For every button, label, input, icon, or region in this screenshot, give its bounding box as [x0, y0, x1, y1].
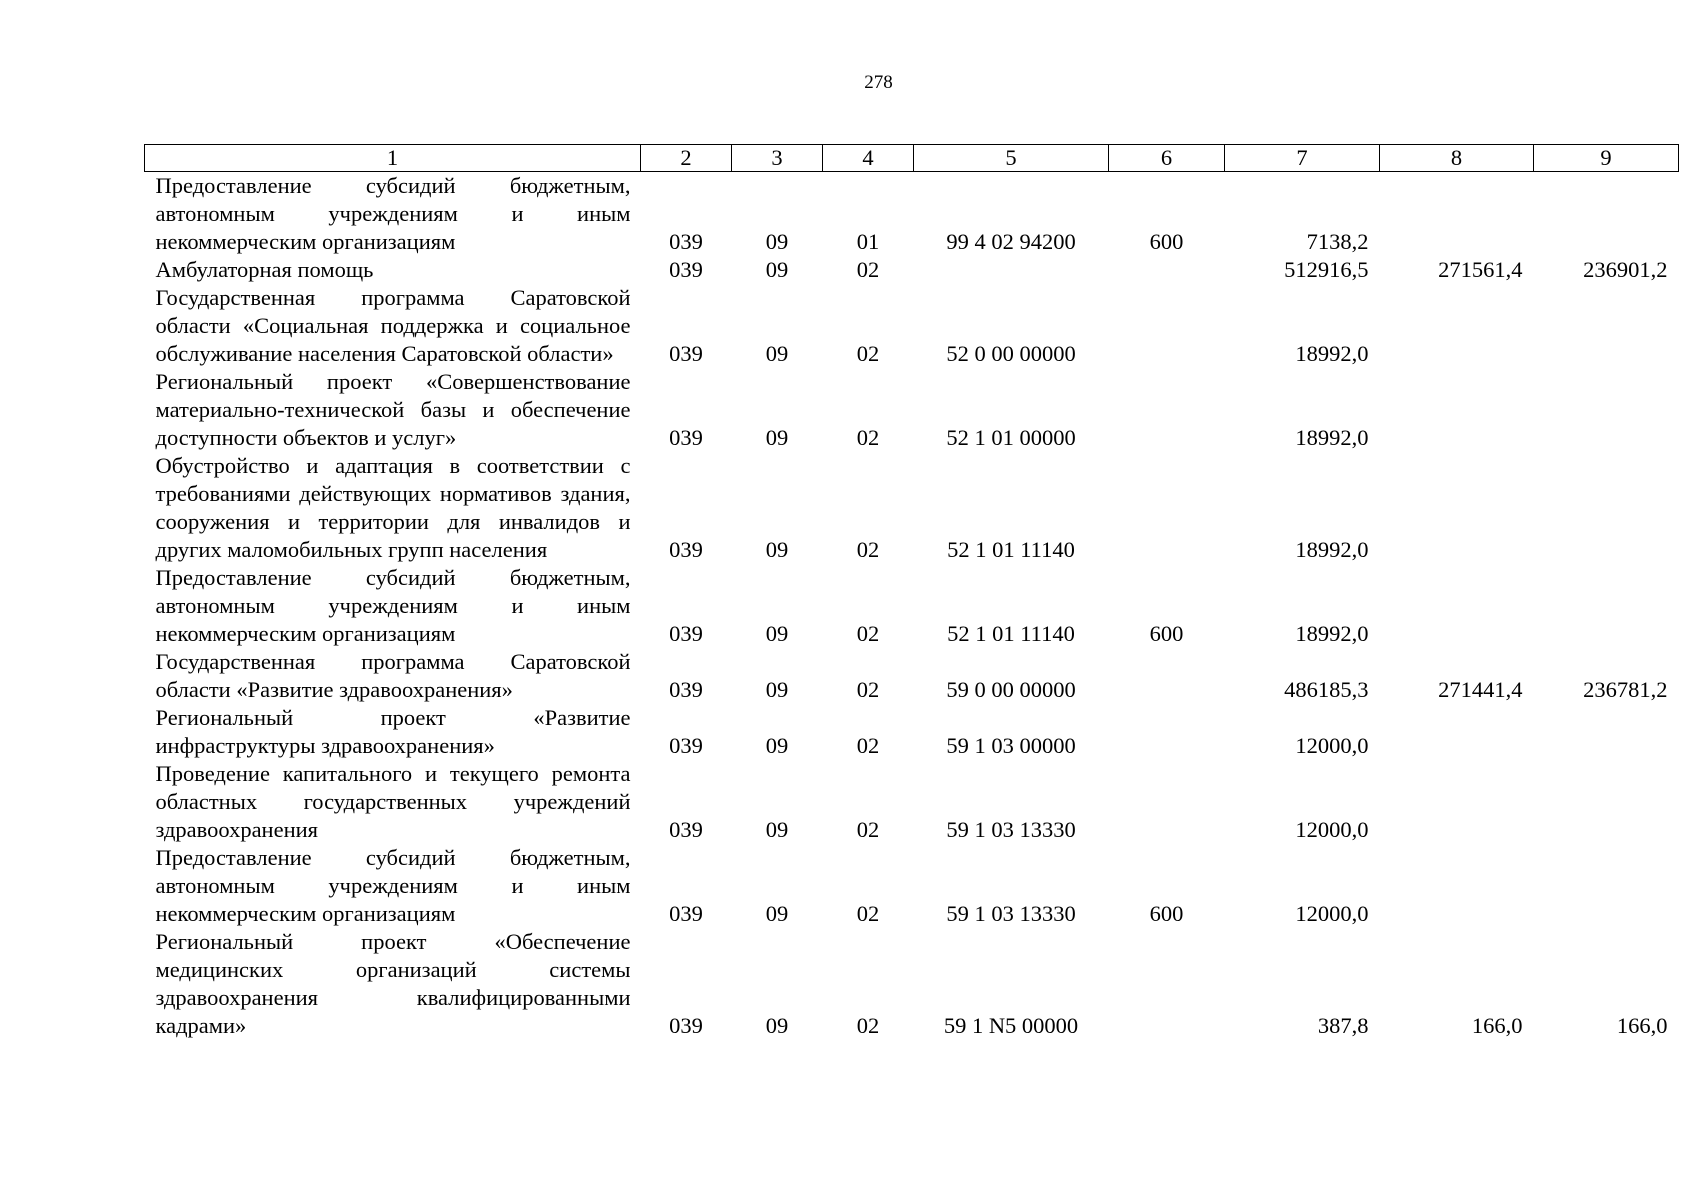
row-description: Предоставление субсидий бюджетным, автономным учреждениям и иным некоммерческим организациям — [155, 845, 631, 926]
table-header — [145, 145, 1679, 172]
cell-col-8 — [1380, 844, 1534, 928]
row-description: Региональный проект «Обеспечение медицинских организаций системы здравоохранения квалифицированными кадрами» — [155, 929, 631, 1038]
cell-col-3: 09 — [765, 537, 789, 562]
cell-col-8: 271441,4 — [1438, 677, 1523, 702]
cell-col-8: 166,0 — [1471, 1013, 1523, 1038]
row-description: Государственная программа Саратовской области «Социальная поддержка и социальное обслуживание населения Саратовской области» — [155, 285, 631, 366]
cell-col-2: 039 — [669, 901, 703, 926]
table-row — [145, 452, 1679, 564]
cell-col-9 — [1534, 564, 1679, 648]
cell-col-3: 09 — [765, 817, 789, 842]
cell-col-2: 039 — [669, 817, 703, 842]
row-description: Амбулаторная помощь — [155, 257, 374, 282]
cell-col-3: 09 — [765, 901, 789, 926]
cell-col-9 — [1534, 284, 1679, 368]
table-row — [145, 760, 1679, 844]
cell-col-7: 512916,5 — [1284, 257, 1369, 282]
table-row — [145, 928, 1679, 1040]
cell-col-4: 02 — [856, 901, 880, 926]
cell-col-6: 600 — [1149, 621, 1184, 646]
row-description: Государственная программа Саратовской области «Развитие здравоохранения» — [155, 649, 631, 702]
cell-col-4: 02 — [856, 817, 880, 842]
column-header-9: 9 — [1534, 145, 1679, 172]
cell-col-8 — [1380, 564, 1534, 648]
cell-col-7: 387,8 — [1317, 1013, 1369, 1038]
cell-col-4: 01 — [856, 229, 880, 254]
cell-col-6: 600 — [1149, 901, 1184, 926]
cell-col-9 — [1534, 368, 1679, 452]
cell-col-8 — [1380, 452, 1534, 564]
cell-col-5: 52 0 00 00000 — [946, 341, 1076, 366]
column-header-8: 8 — [1380, 145, 1534, 172]
table-row — [145, 648, 1679, 704]
cell-col-9 — [1534, 452, 1679, 564]
cell-col-3: 09 — [765, 1013, 789, 1038]
table-row — [145, 256, 1679, 284]
cell-col-5: 52 1 01 00000 — [946, 425, 1076, 450]
cell-col-8 — [1380, 368, 1534, 452]
cell-col-8 — [1380, 760, 1534, 844]
cell-col-4: 02 — [856, 1013, 880, 1038]
table-row — [145, 564, 1679, 648]
cell-col-8 — [1380, 704, 1534, 760]
cell-col-3: 09 — [765, 621, 789, 646]
table-row — [145, 704, 1679, 760]
cell-col-3: 09 — [765, 341, 789, 366]
cell-col-2: 039 — [669, 425, 703, 450]
column-header-3: 3 — [732, 145, 823, 172]
cell-col-4: 02 — [856, 341, 880, 366]
column-header-4: 4 — [823, 145, 914, 172]
cell-col-6 — [1109, 760, 1225, 844]
cell-col-5: 59 1 03 00000 — [946, 733, 1076, 758]
column-header-2: 2 — [641, 145, 732, 172]
cell-col-7: 12000,0 — [1295, 733, 1369, 758]
cell-col-6 — [1109, 368, 1225, 452]
column-header-1: 1 — [145, 145, 641, 172]
cell-col-6 — [1109, 928, 1225, 1040]
cell-col-2: 039 — [669, 621, 703, 646]
cell-col-7: 486185,3 — [1284, 677, 1369, 702]
cell-col-4: 02 — [856, 257, 880, 282]
cell-col-8 — [1380, 284, 1534, 368]
cell-col-6 — [1109, 452, 1225, 564]
cell-col-7: 12000,0 — [1295, 817, 1369, 842]
cell-col-2: 039 — [669, 733, 703, 758]
cell-col-3: 09 — [765, 677, 789, 702]
cell-col-3: 09 — [765, 733, 789, 758]
cell-col-9 — [1534, 760, 1679, 844]
cell-col-9 — [1534, 844, 1679, 928]
cell-col-6: 600 — [1149, 229, 1184, 254]
cell-col-5: 59 1 N5 00000 — [943, 1013, 1079, 1038]
cell-col-5: 59 1 03 13330 — [946, 817, 1076, 842]
row-description: Региональный проект «Развитие инфраструктуры здравоохранения» — [155, 705, 631, 758]
cell-col-5: 59 1 03 13330 — [946, 901, 1076, 926]
cell-col-4: 02 — [856, 733, 880, 758]
header-row — [145, 145, 1679, 172]
cell-col-9: 236781,2 — [1583, 677, 1668, 702]
cell-col-7: 18992,0 — [1295, 425, 1369, 450]
cell-col-8 — [1380, 172, 1534, 257]
table-row — [145, 172, 1679, 257]
cell-col-4: 02 — [856, 537, 880, 562]
cell-col-5 — [914, 256, 1109, 284]
row-description: Проведение капитального и текущего ремонта областных государственных учреждений здравоохранения — [155, 761, 631, 842]
cell-col-4: 02 — [856, 425, 880, 450]
cell-col-4: 02 — [856, 621, 880, 646]
cell-col-6 — [1109, 284, 1225, 368]
cell-col-8: 271561,4 — [1438, 257, 1523, 282]
cell-col-5: 52 1 01 11140 — [947, 621, 1075, 646]
cell-col-9 — [1534, 172, 1679, 257]
table-row — [145, 844, 1679, 928]
cell-col-3: 09 — [765, 257, 789, 282]
cell-col-2: 039 — [669, 537, 703, 562]
row-description: Региональный проект «Совершенствование материально-технической базы и обеспечение доступности объектов и услуг» — [155, 369, 631, 450]
table-row — [145, 368, 1679, 452]
column-header-7: 7 — [1225, 145, 1380, 172]
row-description: Предоставление субсидий бюджетным, автономным учреждениям и иным некоммерческим организациям — [155, 173, 631, 254]
cell-col-7: 12000,0 — [1295, 901, 1369, 926]
cell-col-2: 039 — [669, 1013, 703, 1038]
cell-col-5: 99 4 02 94200 — [946, 229, 1076, 254]
cell-col-2: 039 — [669, 677, 703, 702]
cell-col-5: 59 0 00 00000 — [946, 677, 1076, 702]
cell-col-2: 039 — [669, 229, 703, 254]
cell-col-7: 7138,2 — [1306, 229, 1369, 254]
cell-col-9 — [1534, 704, 1679, 760]
table-row — [145, 284, 1679, 368]
cell-col-9: 166,0 — [1616, 1013, 1668, 1038]
cell-col-6 — [1109, 704, 1225, 760]
cell-col-4: 02 — [856, 677, 880, 702]
cell-col-2: 039 — [669, 257, 703, 282]
cell-col-6 — [1109, 648, 1225, 704]
cell-col-7: 18992,0 — [1295, 621, 1369, 646]
page-number: 278 — [864, 72, 893, 93]
cell-col-5: 52 1 01 11140 — [947, 537, 1075, 562]
cell-col-7: 18992,0 — [1295, 537, 1369, 562]
row-description: Обустройство и адаптация в соответствии с требованиями действующих нормативов здания, сооружения и территории для инвалидов и других маломобильных групп населения — [155, 453, 631, 562]
column-header-6: 6 — [1109, 145, 1225, 172]
row-description: Предоставление субсидий бюджетным, автономным учреждениям и иным некоммерческим организациям — [155, 565, 631, 646]
cell-col-2: 039 — [669, 341, 703, 366]
cell-col-6 — [1109, 256, 1225, 284]
cell-col-9: 236901,2 — [1583, 257, 1668, 282]
column-header-5: 5 — [914, 145, 1109, 172]
cell-col-7: 18992,0 — [1295, 341, 1369, 366]
table-body — [145, 172, 1679, 1041]
cell-col-3: 09 — [765, 229, 789, 254]
cell-col-3: 09 — [765, 425, 789, 450]
budget-table — [144, 144, 1679, 1040]
